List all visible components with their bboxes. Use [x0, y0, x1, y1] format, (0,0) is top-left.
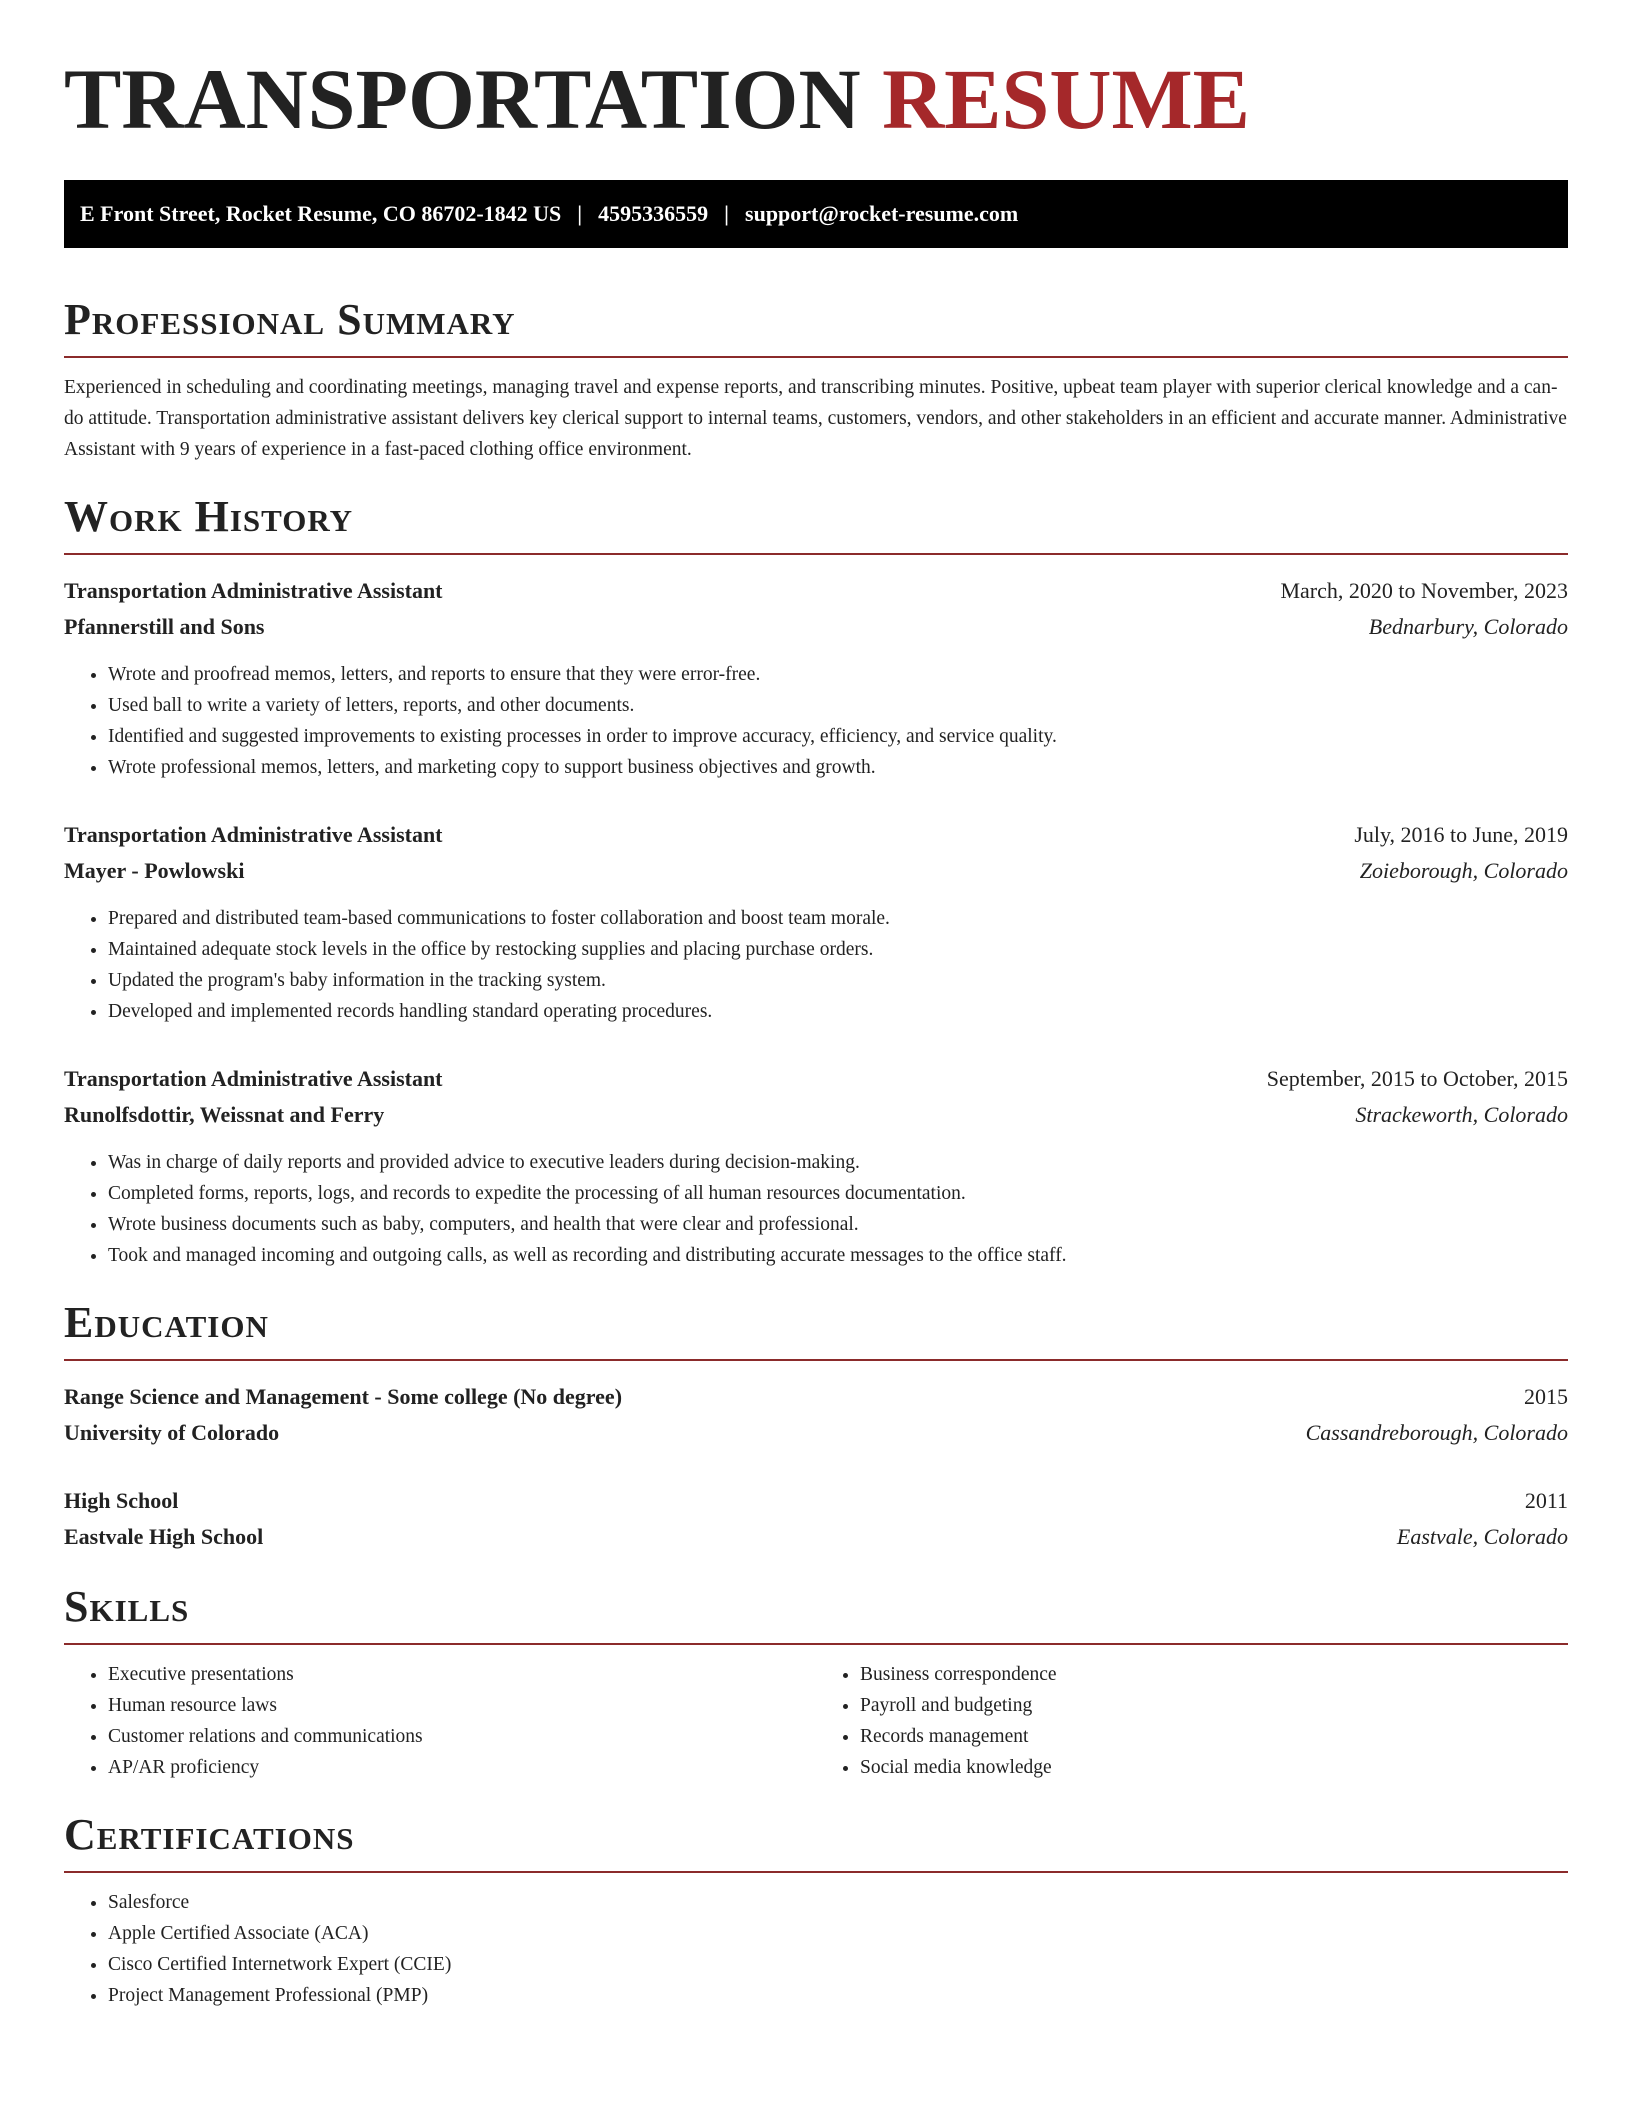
list-item: • Used ball to write a variety of letters, reports, and other documents. [108, 690, 1568, 721]
job-company: Pfannerstill and Sons [64, 614, 265, 639]
list-item: • Apple Certified Associate (ACA) [108, 1918, 1568, 1949]
section-heading: Education [64, 1301, 1568, 1361]
list-item: • Prepared and distributed team-based communications to foster collaboration and boost team morale. [108, 903, 1568, 934]
education-entry [64, 1483, 1568, 1555]
education-location: Cassandreborough, Colorado [1305, 1420, 1568, 1445]
list-item: • Identified and suggested improvements to existing processes in order to improve accuracy, efficiency, and service quality. [108, 721, 1568, 752]
job-entry [64, 1061, 1568, 1271]
professional-summary-section [64, 295, 1568, 465]
section-heading: Professional Summary [64, 298, 1568, 358]
job-title: Transportation Administrative Assistant [64, 822, 443, 847]
contact-bar [64, 180, 1568, 248]
skills-list-left [64, 1659, 816, 1783]
work-history-section [64, 492, 1568, 1271]
list-item: • Updated the program's baby information in the tracking system. [108, 965, 1568, 996]
job-title: Transportation Administrative Assistant [64, 1066, 443, 1091]
list-item: • Executive presentations [108, 1659, 816, 1690]
job-dates: September, 2015 to October, 2015 [1266, 1066, 1568, 1091]
contact-separator: | [724, 201, 730, 226]
list-item: • Completed forms, reports, logs, and records to expedite the processing of all human resources documentation. [108, 1178, 1568, 1209]
list-item: • Took and managed incoming and outgoing calls, as well as recording and distributing accurate messages to the office staff. [108, 1240, 1568, 1271]
list-item: • Salesforce [108, 1887, 1568, 1918]
job-bullets [64, 659, 1568, 783]
list-item: • Project Management Professional (PMP) [108, 1980, 1568, 2011]
section-heading: Skills [64, 1585, 1568, 1645]
contact-email: support@rocket-resume.com [745, 201, 1019, 226]
job-location: Bednarbury, Colorado [1368, 614, 1568, 639]
education-year: 2011 [1524, 1488, 1568, 1513]
education-entry [64, 1379, 1568, 1451]
list-item: • Developed and implemented records handling standard operating procedures. [108, 996, 1568, 1027]
list-item: • Maintained adequate stock levels in the office by restocking supplies and placing purchase orders. [108, 934, 1568, 965]
list-item: • Customer relations and communications [108, 1721, 816, 1752]
summary-text: Experienced in scheduling and coordinating meetings, managing travel and expense reports, and transcribing minutes. Positive, upbeat team player with superior clerical knowledge and a can-do attitude. Transportation administrative assistant delivers key clerical support to internal teams, customers, vendors, and other stakeholders in an efficient and accurate manner. Administrative Assistant with 9 years of experience in a fast-paced clothing office environment. [64, 377, 1567, 460]
job-dates: July, 2016 to June, 2019 [1354, 822, 1568, 847]
list-item: • Social media knowledge [860, 1752, 1568, 1783]
job-company: Mayer - Powlowski [64, 858, 245, 883]
section-heading: Certifications [64, 1813, 1568, 1873]
education-school: Eastvale High School [64, 1524, 264, 1549]
contact-separator: | [577, 201, 583, 226]
education-school: University of Colorado [64, 1420, 280, 1445]
education-year: 2015 [1524, 1384, 1568, 1409]
job-company: Runolfsdottir, Weissnat and Ferry [64, 1102, 385, 1127]
resume-title-accent: RESUME [882, 51, 1250, 147]
skills-grid [64, 1659, 1568, 1783]
list-item: • Was in charge of daily reports and provided advice to executive leaders during decision-making. [108, 1147, 1568, 1178]
job-entry [64, 817, 1568, 1027]
list-item: • Payroll and budgeting [860, 1690, 1568, 1721]
job-location: Strackeworth, Colorado [1355, 1102, 1568, 1127]
list-item: • Wrote professional memos, letters, and marketing copy to support business objectives and growth. [108, 752, 1568, 783]
education-location: Eastvale, Colorado [1396, 1524, 1568, 1549]
resume-title [64, 0, 1568, 147]
section-heading: Work History [64, 495, 1568, 555]
list-item: • Records management [860, 1721, 1568, 1752]
certifications-section [64, 1810, 1568, 2011]
education-degree: High School [64, 1488, 179, 1513]
skills-section [64, 1582, 1568, 1783]
education-degree: Range Science and Management - Some college (No degree) [64, 1384, 623, 1409]
resume-title-main: TRANSPORTATION [64, 51, 861, 147]
list-item: • AP/AR proficiency [108, 1752, 816, 1783]
skills-list-right [816, 1659, 1568, 1783]
contact-phone: 4595336559 [598, 201, 709, 226]
job-bullets [64, 1147, 1568, 1271]
list-item: • Business correspondence [860, 1659, 1568, 1690]
certifications-list [64, 1887, 1568, 2011]
job-bullets [64, 903, 1568, 1027]
list-item: • Human resource laws [108, 1690, 816, 1721]
list-item: • Cisco Certified Internetwork Expert (CCIE) [108, 1949, 1568, 1980]
contact-address: E Front Street, Rocket Resume, CO 86702-1842 US [80, 201, 562, 226]
job-location: Zoieborough, Colorado [1359, 858, 1568, 883]
job-title: Transportation Administrative Assistant [64, 578, 443, 603]
job-dates: March, 2020 to November, 2023 [1280, 578, 1568, 603]
list-item: • Wrote and proofread memos, letters, and reports to ensure that they were error-free. [108, 659, 1568, 690]
list-item: • Wrote business documents such as baby, computers, and health that were clear and professional. [108, 1209, 1568, 1240]
education-section [64, 1298, 1568, 1555]
job-entry [64, 573, 1568, 783]
